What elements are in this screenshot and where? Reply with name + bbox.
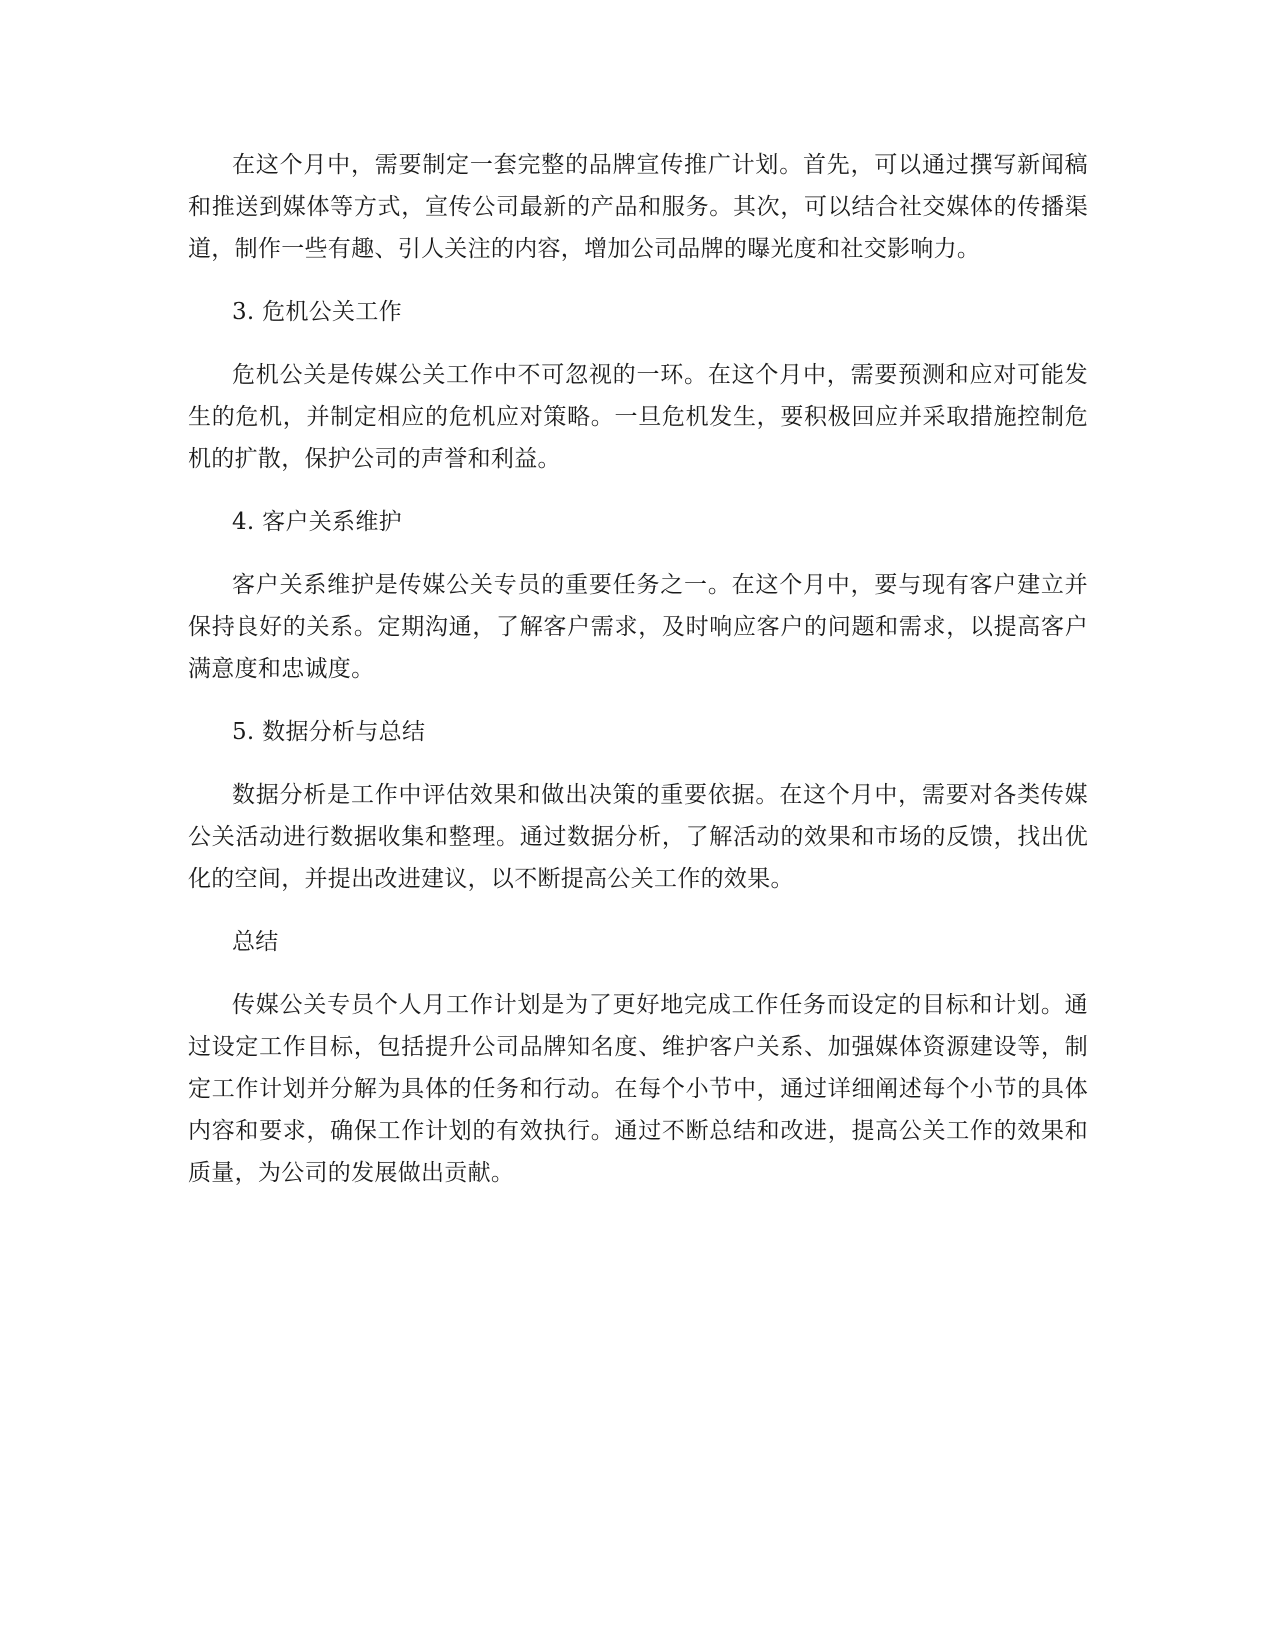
paragraph-brand-promotion: 在这个月中，需要制定一套完整的品牌宣传推广计划。首先，可以通过撰写新闻稿和推送到媒体等方式，宣传公司最新的产品和服务。其次，可以结合社交媒体的传播渠道，制作一些有趣、引人关注的内容，增加公司品牌的曝光度和社交影响力。 bbox=[188, 152, 1088, 262]
section-heading-client-relations: 4. 客户关系维护 bbox=[232, 509, 402, 535]
document-body bbox=[188, 144, 1088, 1215]
section-heading-data-analysis: 5. 数据分析与总结 bbox=[232, 719, 426, 745]
section-heading-summary: 总结 bbox=[232, 929, 279, 955]
paragraph-data-analysis: 数据分析是工作中评估效果和做出决策的重要依据。在这个月中，需要对各类传媒公关活动进行数据收集和整理。通过数据分析，了解活动的效果和市场的反馈，找出优化的空间，并提出改进建议，以不断提高公关工作的效果。 bbox=[188, 782, 1088, 892]
paragraph-crisis-pr: 危机公关是传媒公关工作中不可忽视的一环。在这个月中，需要预测和应对可能发生的危机，并制定相应的危机应对策略。一旦危机发生，要积极回应并采取措施控制危机的扩散，保护公司的声誉和利益。 bbox=[188, 362, 1088, 472]
section-heading-crisis-pr: 3. 危机公关工作 bbox=[232, 299, 402, 325]
paragraph-summary: 传媒公关专员个人月工作计划是为了更好地完成工作任务而设定的目标和计划。通过设定工作目标，包括提升公司品牌知名度、维护客户关系、加强媒体资源建设等，制定工作计划并分解为具体的任务和行动。在每个小节中，通过详细阐述每个小节的具体内容和要求，确保工作计划的有效执行。通过不断总结和改进，提高公关工作的效果和质量，为公司的发展做出贡献。 bbox=[188, 992, 1088, 1186]
paragraph-client-relations: 客户关系维护是传媒公关专员的重要任务之一。在这个月中，要与现有客户建立并保持良好的关系。定期沟通，了解客户需求，及时响应客户的问题和需求，以提高客户满意度和忠诚度。 bbox=[188, 572, 1088, 682]
